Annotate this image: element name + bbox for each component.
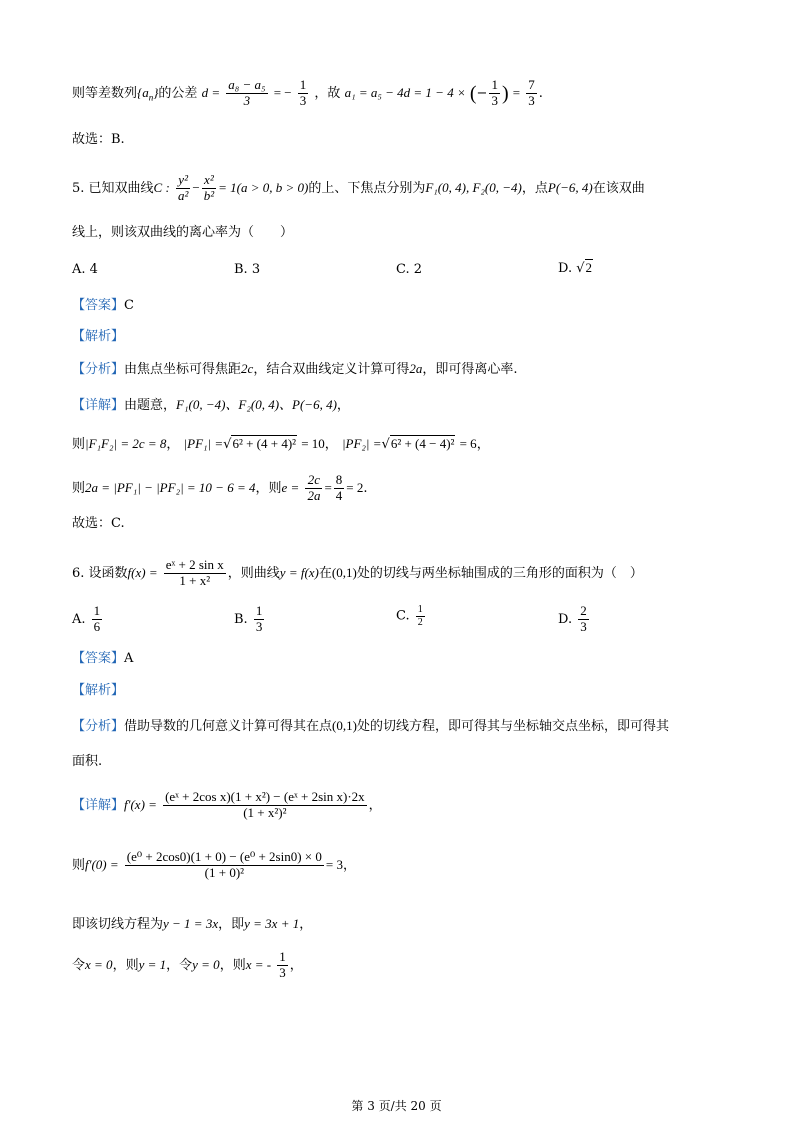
fraction: $\frac{\text{a₈ − a₅}}{3}$ [228,77,266,108]
analysis-6-heading: 【解析】 [72,683,125,698]
analysis-6-cont: 面积. [72,754,103,769]
option-d: D. $\frac{2}{3}$ [558,603,587,634]
fraction: $\frac{\text{y²}}{\text{a²}}$ [177,172,189,203]
question-6-stem: 6. 设函数f(x) = $\frac{\text{eˣ + 2 sin x}}{\text{1 + x²}}$ ，则曲线y = f(x)在(0,1)处的切线与两坐标轴围成的三角形的面积为（ ） [72,557,643,588]
answer-5: 【答案】C [72,298,134,313]
question-5-stem: 5. 已知双曲线C : $\frac{\text{y²}}{\text{a²}}$ − $\frac{\text{x²}}{\text{b²}}$ = 1(a > 0, b > 0)的上、下焦点分别为F₁(0, 4), F₂(0, −4)，点P(−6, 4)在该双曲 [72,172,645,203]
analysis-5-heading: 【解析】 [72,329,125,344]
answer-6: 【答案】A [72,651,134,666]
page-footer: 第 3 页/共 20 页 [351,1099,442,1113]
fraction: $\frac{\text{(eˣ + 2cos x)(1 + x²) − (eˣ + 2sin x)·2x}}{\text{(1 + x²)²}}$ [165,789,365,820]
seq-symbol: {a [137,84,149,100]
derivative-at-zero: 则f′(0) = $\frac{\text{(e⁰ + 2cos0)(1 + 0) − (e⁰ + 2sin0) × 0}}{\text{(1 + 0)²}}$ = 3， [72,849,357,880]
question-5-stem-cont: 线上，则该双曲线的离心率为（ ） [72,225,294,240]
fraction: $\frac{2c}{2a}$ [307,472,321,503]
tangent-line: 即该切线方程为y − 1 = 3x，即y = 3x + 1， [72,916,313,932]
line-common-difference: 则等差数列$\{a_n\}$的公差 d = $\frac{\text{a₈ − a₅}}{3}$ = − $\frac{1}{3}$ ，故 a₁ = a₅ − 4d = 1 − 4 × (− $\frac{1}{3}$ ) = $\frac{7}{3}$ . [72,77,543,108]
detail-5: 【详解】由题意，F₁(0, −4)、F₂(0, 4)、P(−6, 4)， [72,397,350,413]
option-c: C. 2 [396,262,423,277]
analysis-5: 【分析】由焦点坐标可得焦距2c，结合双曲线定义计算可得2a，即可得离心率. [72,361,518,377]
fraction: $\frac{1}{3}$ [279,949,286,980]
fraction: $\frac{\text{eˣ + 2 sin x}}{\text{1 + x²}}$ [165,557,224,588]
fraction: $\frac{7}{3}$ [528,77,535,108]
derivative-line: 【详解】f′(x) = $\frac{\text{(eˣ + 2cos x)(1 + x²) − (eˣ + 2sin x)·2x}}{\text{(1 + x²)²}}$ ， [72,789,382,820]
fraction: $\frac{1}{3}$ [491,77,498,108]
option-d: D. √2 [558,260,593,276]
intercepts-line: 令x = 0，则y = 1，令y = 0，则x = - $\frac{1}{3}$ ， [72,949,303,980]
fraction: $\frac{\text{x²}}{\text{b²}}$ [203,172,215,203]
option-c: C. $\frac{1}{2}$ [396,604,423,628]
choice-line: 故选：B. [72,132,125,147]
fraction: $\frac{1}{3}$ [299,77,307,108]
option-a: A. $\frac{1}{6}$ [72,603,101,634]
choice-line: 故选：C. [72,516,125,531]
fraction: $\frac{\text{(e⁰ + 2cos0)(1 + 0) − (e⁰ + 2sin0) × 0}}{\text{(1 + 0)²}}$ [126,849,322,880]
eccentricity-line: 则2a = |PF₁| − |PF₂| = 10 − 6 = 4，则e = $\frac{2c}{2a}$ = $\frac{8}{4}$ = 2. [72,472,368,503]
analysis-6: 【分析】借助导数的几何意义计算可得其在点(0,1)处的切线方程，即可得其与坐标轴交点坐标，即可得其 [72,718,669,734]
option-a: A. 4 [72,262,98,277]
distance-line: 则|F₁F₂| = 2c = 8， |PF₁| =√6² + (4 + 4)² = 10， |PF₂| =√6² + (4 − 4)² = 6， [72,436,490,452]
option-b: B. $\frac{1}{3}$ [234,603,263,634]
fraction: $\frac{8}{4}$ [335,472,343,503]
option-b: B. 3 [234,262,261,277]
